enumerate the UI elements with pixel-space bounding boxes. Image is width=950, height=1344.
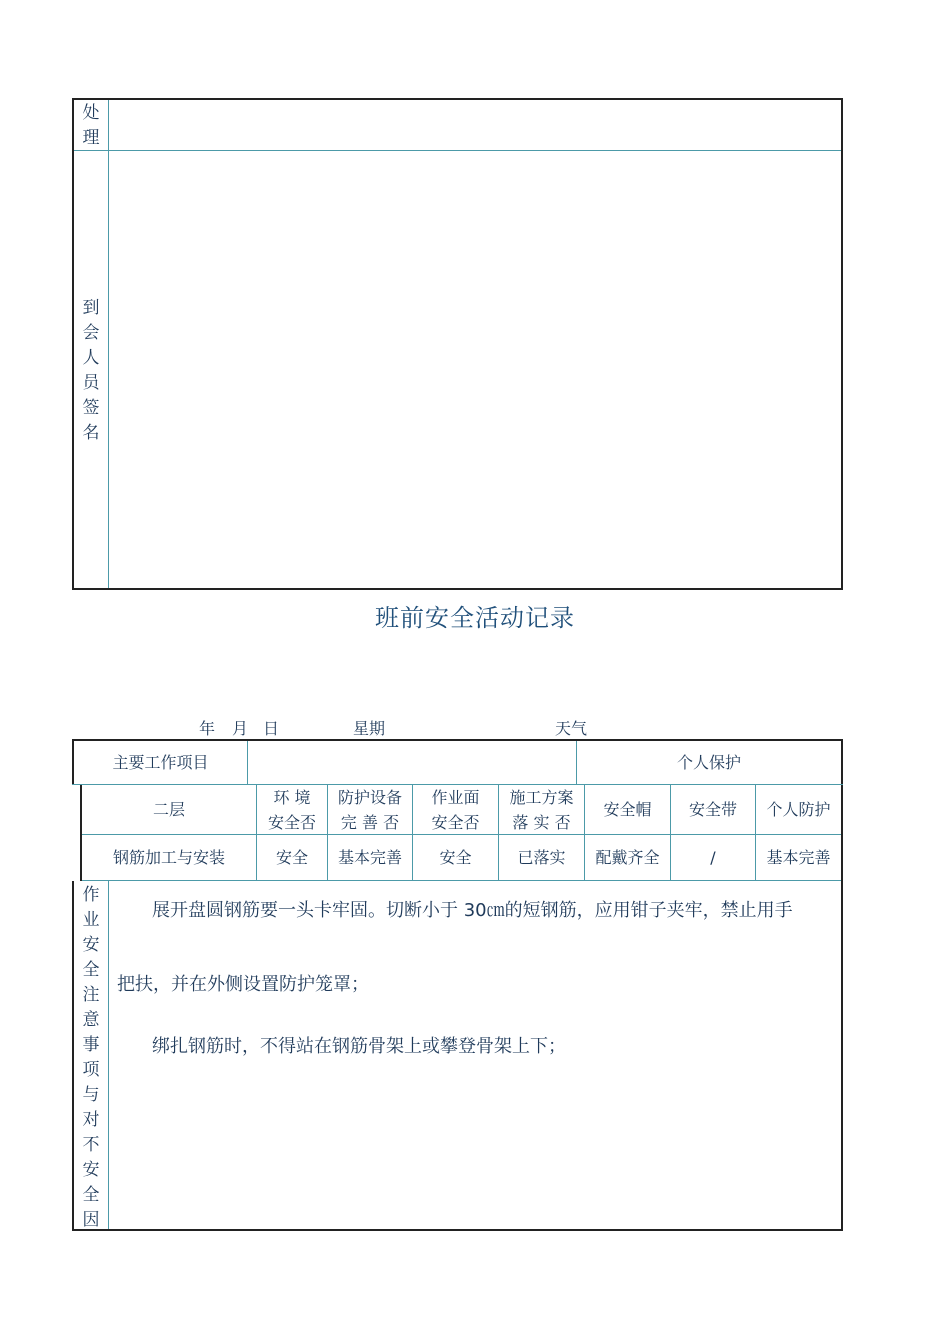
header-construction-plan: 施工方案 落 实 否: [509, 787, 574, 832]
main-work-field[interactable]: [248, 741, 576, 784]
note-line-2: 把扶，并在外侧设置防护笼罩；: [117, 974, 369, 995]
year-label: 年: [199, 719, 216, 738]
value-protective-equipment: 基本完善: [337, 848, 402, 867]
bottom-border: [72, 588, 843, 590]
value-safety-helmet: 配戴齐全: [595, 848, 660, 867]
value-safety-belt: /: [710, 848, 716, 867]
right-border: [841, 98, 843, 590]
weather-label: 天气: [555, 719, 588, 738]
month-label: 月: [232, 719, 249, 738]
header-safety-belt: 安全带: [688, 800, 737, 819]
note-line-3: 绑扎钢筋时，不得站在钢筋骨架上或攀登骨架上下；: [152, 1036, 566, 1057]
attendee-signature-label: 到 会 人 员 签 名: [82, 298, 100, 443]
handling-label: 处 理: [82, 103, 100, 148]
value-personal-protection: 基本完善: [766, 848, 831, 867]
notes-label-divider: [108, 881, 109, 1229]
row3-bottom: [82, 880, 841, 881]
value-construction-plan: 已落实: [517, 848, 566, 867]
day-label: 日: [263, 719, 280, 738]
floor-cell: 二层: [152, 800, 185, 819]
header-environment-safe: 环 境 安全否: [267, 787, 316, 832]
value-environment: 安全: [275, 848, 308, 867]
value-work-surface: 安全: [439, 848, 472, 867]
weekday-label: 星期: [353, 719, 386, 738]
header-safety-helmet: 安全帽: [603, 800, 652, 819]
personal-protection-label: 个人保护: [676, 753, 741, 772]
page-title: 班前安全活动记录: [375, 604, 575, 632]
header-work-surface-safe: 作业面 安全否: [431, 787, 480, 832]
note-line-1: 展开盘圆钢筋要一头卡牢固。切断小于 30㎝的短钢筋，应用钳子夹牢，禁止用手: [152, 900, 793, 921]
notes-label: 作 业 安 全 注 意 事 项 与 对 不 安 全 因: [82, 885, 100, 1230]
header-protective-equipment: 防护设备 完 善 否: [337, 787, 402, 832]
attendee-signature-field[interactable]: [109, 151, 841, 588]
work-item-cell: 钢筋加工与安装: [112, 848, 225, 867]
notes-bottom-border: [72, 1229, 843, 1231]
main-work-label: 主要工作项目: [112, 753, 209, 772]
header-personal-protection: 个人防护: [766, 800, 831, 819]
handling-field[interactable]: [109, 100, 841, 150]
table-right-border: [841, 739, 843, 1231]
